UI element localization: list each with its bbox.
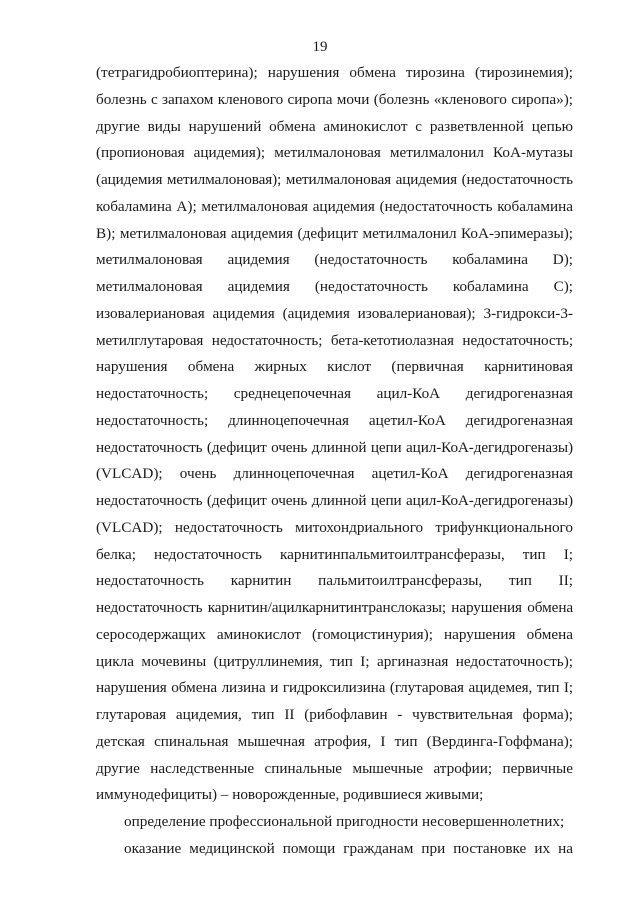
text-line: недостаточность (дефицит очень длинной цепи ацил-КоА-дегидрогеназы) (96, 438, 573, 456)
text-line: изовалериановая ацидемия (ацидемия изовалериановая); 3-гидрокси-3- (96, 304, 573, 322)
text-line: (пропионовая ацидемия); метилмалоновая метилмалонил КоА-мутазы (96, 144, 573, 162)
text-line: недостаточность; длинноцепочечная ацетил-КоА дегидрогеназная (96, 411, 573, 429)
text-line: кобаламина А); метилмалоновая ацидемия (недостаточность кобаламина (96, 197, 573, 215)
text-line: другие наследственные спинальные мышечные атрофии; первичные (96, 759, 573, 777)
paragraph-line: определение профессиональной пригодности несовершеннолетних; (124, 813, 565, 830)
text-line: детская спинальная мышечная атрофия, I тип (Вердинга-Гоффмана); (96, 732, 573, 750)
text-line: метилглутаровая недостаточность; бета-кетотиолазная недостаточность; (96, 331, 573, 349)
text-line: недостаточность карнитин пальмитоилтрансферазы, тип II; (96, 572, 573, 590)
text-line: метилмалоновая ацидемия (недостаточность кобаламина D); (96, 251, 573, 269)
text-line: В); метилмалоновая ацидемия (дефицит метилмалонил КоА-эпимеразы); (96, 224, 573, 242)
text-line: (VLCAD); недостаточность митохондриального трифункционального (96, 518, 573, 536)
text-line: метилмалоновая ацидемия (недостаточность кобаламина С); (96, 278, 573, 295)
text-line: нарушения обмена лизина и гидроксилизина (глутаровая ацидемея, тип I; (96, 679, 573, 697)
text-line: болезнь с запахом кленового сиропа мочи (болезнь «кленового сиропа»); (96, 90, 573, 108)
body-text (96, 60, 573, 863)
text-line: глутаровая ацидемия, тип II (рибофлавин - чувствительная форма); (96, 706, 573, 723)
page-number: 19 (312, 39, 328, 55)
text-line: белка; недостаточность карнитинпальмитоилтрансферазы, тип I; (96, 545, 573, 563)
text-line: иммунодефициты) – новорожденные, родившиеся живыми; (96, 786, 484, 804)
text-line: другие виды нарушений обмена аминокислот с разветвленной цепью (96, 117, 573, 135)
text-line: недостаточность; среднецепочечная ацил-КоА дегидрогеназная (96, 385, 573, 402)
text-line: серосодержащих аминокислот (гомоцистинурия); нарушения обмена (96, 625, 573, 643)
text-line: цикла мочевины (цитруллинемия, тип I; аргиназная недостаточность); (96, 652, 573, 670)
paragraph-line: оказание медицинской помощи гражданам при постановке их на (124, 839, 573, 857)
text-line: недостаточность (дефицит очень длинной цепи ацил-КоА-дегидрогеназы) (96, 492, 573, 509)
text-line: (ацидемия метилмалоновая); метилмалоновая ацидемия (недостаточность (96, 171, 573, 188)
text-line: (тетрагидробиоптерина); нарушения обмена тирозина (тирозинемия); (96, 64, 573, 81)
text-line: недостаточность карнитин/ацилкарнитинтранслоказы; нарушения обмена (96, 599, 573, 616)
text-line: нарушения обмена жирных кислот (первичная карнитиновая (96, 358, 573, 376)
text-line: (VLCAD); очень длинноцепочечная ацетил-КоА дегидрогеназная (96, 465, 573, 483)
